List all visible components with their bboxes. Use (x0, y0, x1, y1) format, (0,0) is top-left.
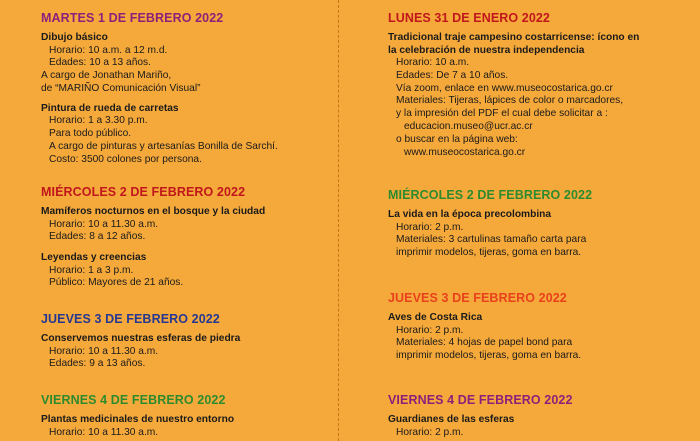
event-line: Para todo público. (49, 127, 132, 139)
event-line: Horario: 10 a 11.30 a.m. (49, 218, 159, 230)
day-block-miercoles-right (388, 188, 592, 260)
event-line: Horario: 10 a.m. a 12 m.d. (49, 44, 168, 56)
event (388, 414, 573, 439)
day-heading: VIERNES 4 DE FEBRERO 2022 (41, 393, 226, 407)
event-title: Guardianes de las esferas (388, 414, 515, 425)
event-line: imprimir modelos, tijeras, goma en barra. (396, 350, 582, 362)
event-line: Materiales: 4 hojas de papel bond para (396, 337, 573, 349)
event-line: o buscar en la página web: (396, 133, 518, 145)
day-heading: LUNES 31 DE ENERO 2022 (388, 11, 550, 25)
event-title-line: la celebración de nuestra independencia (388, 44, 585, 56)
event-line: Horario: 1 a 3 p.m. (49, 264, 134, 276)
day-block-jueves-right (388, 291, 581, 363)
column-divider (338, 0, 339, 441)
event-line: imprimir modelos, tijeras, goma en barra. (396, 247, 582, 259)
day-block-martes (41, 11, 278, 166)
email-address: educacion.museo@ucr.ac.cr (404, 120, 533, 132)
event-title: Mamíferos nocturnos en el bosque y la ciudad (41, 206, 266, 217)
event-line: A cargo de Jonathan Mariño, (41, 70, 172, 82)
event-line: Horario: 10 a 11.30 a.m. (49, 426, 159, 438)
event-title: La vida en la época precolombina (388, 209, 552, 220)
event (41, 103, 278, 167)
event-line: Vía zoom, enlace en www.museocostarica.go.cr (396, 82, 613, 94)
event-title: Leyendas y creencias (41, 252, 147, 264)
day-heading: MIÉRCOLES 2 DE FEBRERO 2022 (388, 188, 593, 202)
day-block-viernes-right (388, 393, 573, 439)
event-line: Materiales: Tijeras, lápices de color o marcadores, (396, 95, 624, 107)
event-line: Público: Mayores de 21 años. (49, 277, 184, 289)
day-heading: VIERNES 4 DE FEBRERO 2022 (388, 393, 573, 407)
event-line: A cargo de pinturas y artesanías Bonilla de Sarchí. (49, 140, 278, 152)
event-line: Edades: 8 a 12 años. (49, 231, 146, 243)
event-line: y la impresión del PDF el cual debe solicitar a : (396, 108, 608, 120)
day-heading: MIÉRCOLES 2 DE FEBRERO 2022 (41, 185, 246, 199)
event (41, 333, 240, 371)
event (41, 206, 265, 244)
event-line: Horario: 2 p.m. (396, 324, 464, 336)
event (388, 209, 592, 260)
event-line: Horario: 10 a 11.30 a.m. (49, 345, 159, 357)
event-line: Edades: 10 a 13 años. (49, 57, 151, 69)
event (41, 414, 234, 439)
event-line: Horario: 2 p.m. (396, 426, 464, 438)
event-line: de “MARIÑO Comunicación Visual” (41, 82, 201, 94)
event-line: Edades: De 7 a 10 años. (396, 69, 509, 81)
event-title: Conservemos nuestras esferas de piedra (41, 333, 241, 344)
day-heading: JUEVES 3 DE FEBRERO 2022 (41, 312, 220, 326)
event-line: Horario: 2 p.m. (396, 221, 464, 233)
event (41, 32, 278, 96)
event-line: Materiales: 3 cartulinas tamaño carta para (396, 234, 587, 246)
day-block-jueves (41, 312, 240, 371)
website-address: www.museocostarica.go.cr (404, 146, 526, 158)
event-title-line: Tradicional traje campesino costarricense: ícono en (388, 32, 640, 43)
day-heading: JUEVES 3 DE FEBRERO 2022 (388, 291, 567, 305)
event (388, 32, 639, 159)
event-line: Edades: 9 a 13 años. (49, 358, 146, 370)
event-line: Horario: 1 a 3.30 p.m. (49, 115, 148, 127)
event-title: Pintura de rueda de carretas (41, 102, 179, 114)
event-title: Dibujo básico (41, 32, 108, 43)
event (41, 252, 265, 290)
day-block-lunes (388, 11, 639, 159)
event-line: Costo: 3500 colones por persona. (49, 153, 202, 165)
day-block-miercoles (41, 185, 265, 290)
event-title: Aves de Costa Rica (388, 312, 483, 323)
event-line: Horario: 10 a.m. (396, 57, 470, 68)
event (388, 312, 581, 363)
day-block-viernes (41, 393, 234, 439)
day-heading: MARTES 1 DE FEBRERO 2022 (41, 11, 224, 25)
event-title: Plantas medicinales de nuestro entorno (41, 414, 235, 425)
